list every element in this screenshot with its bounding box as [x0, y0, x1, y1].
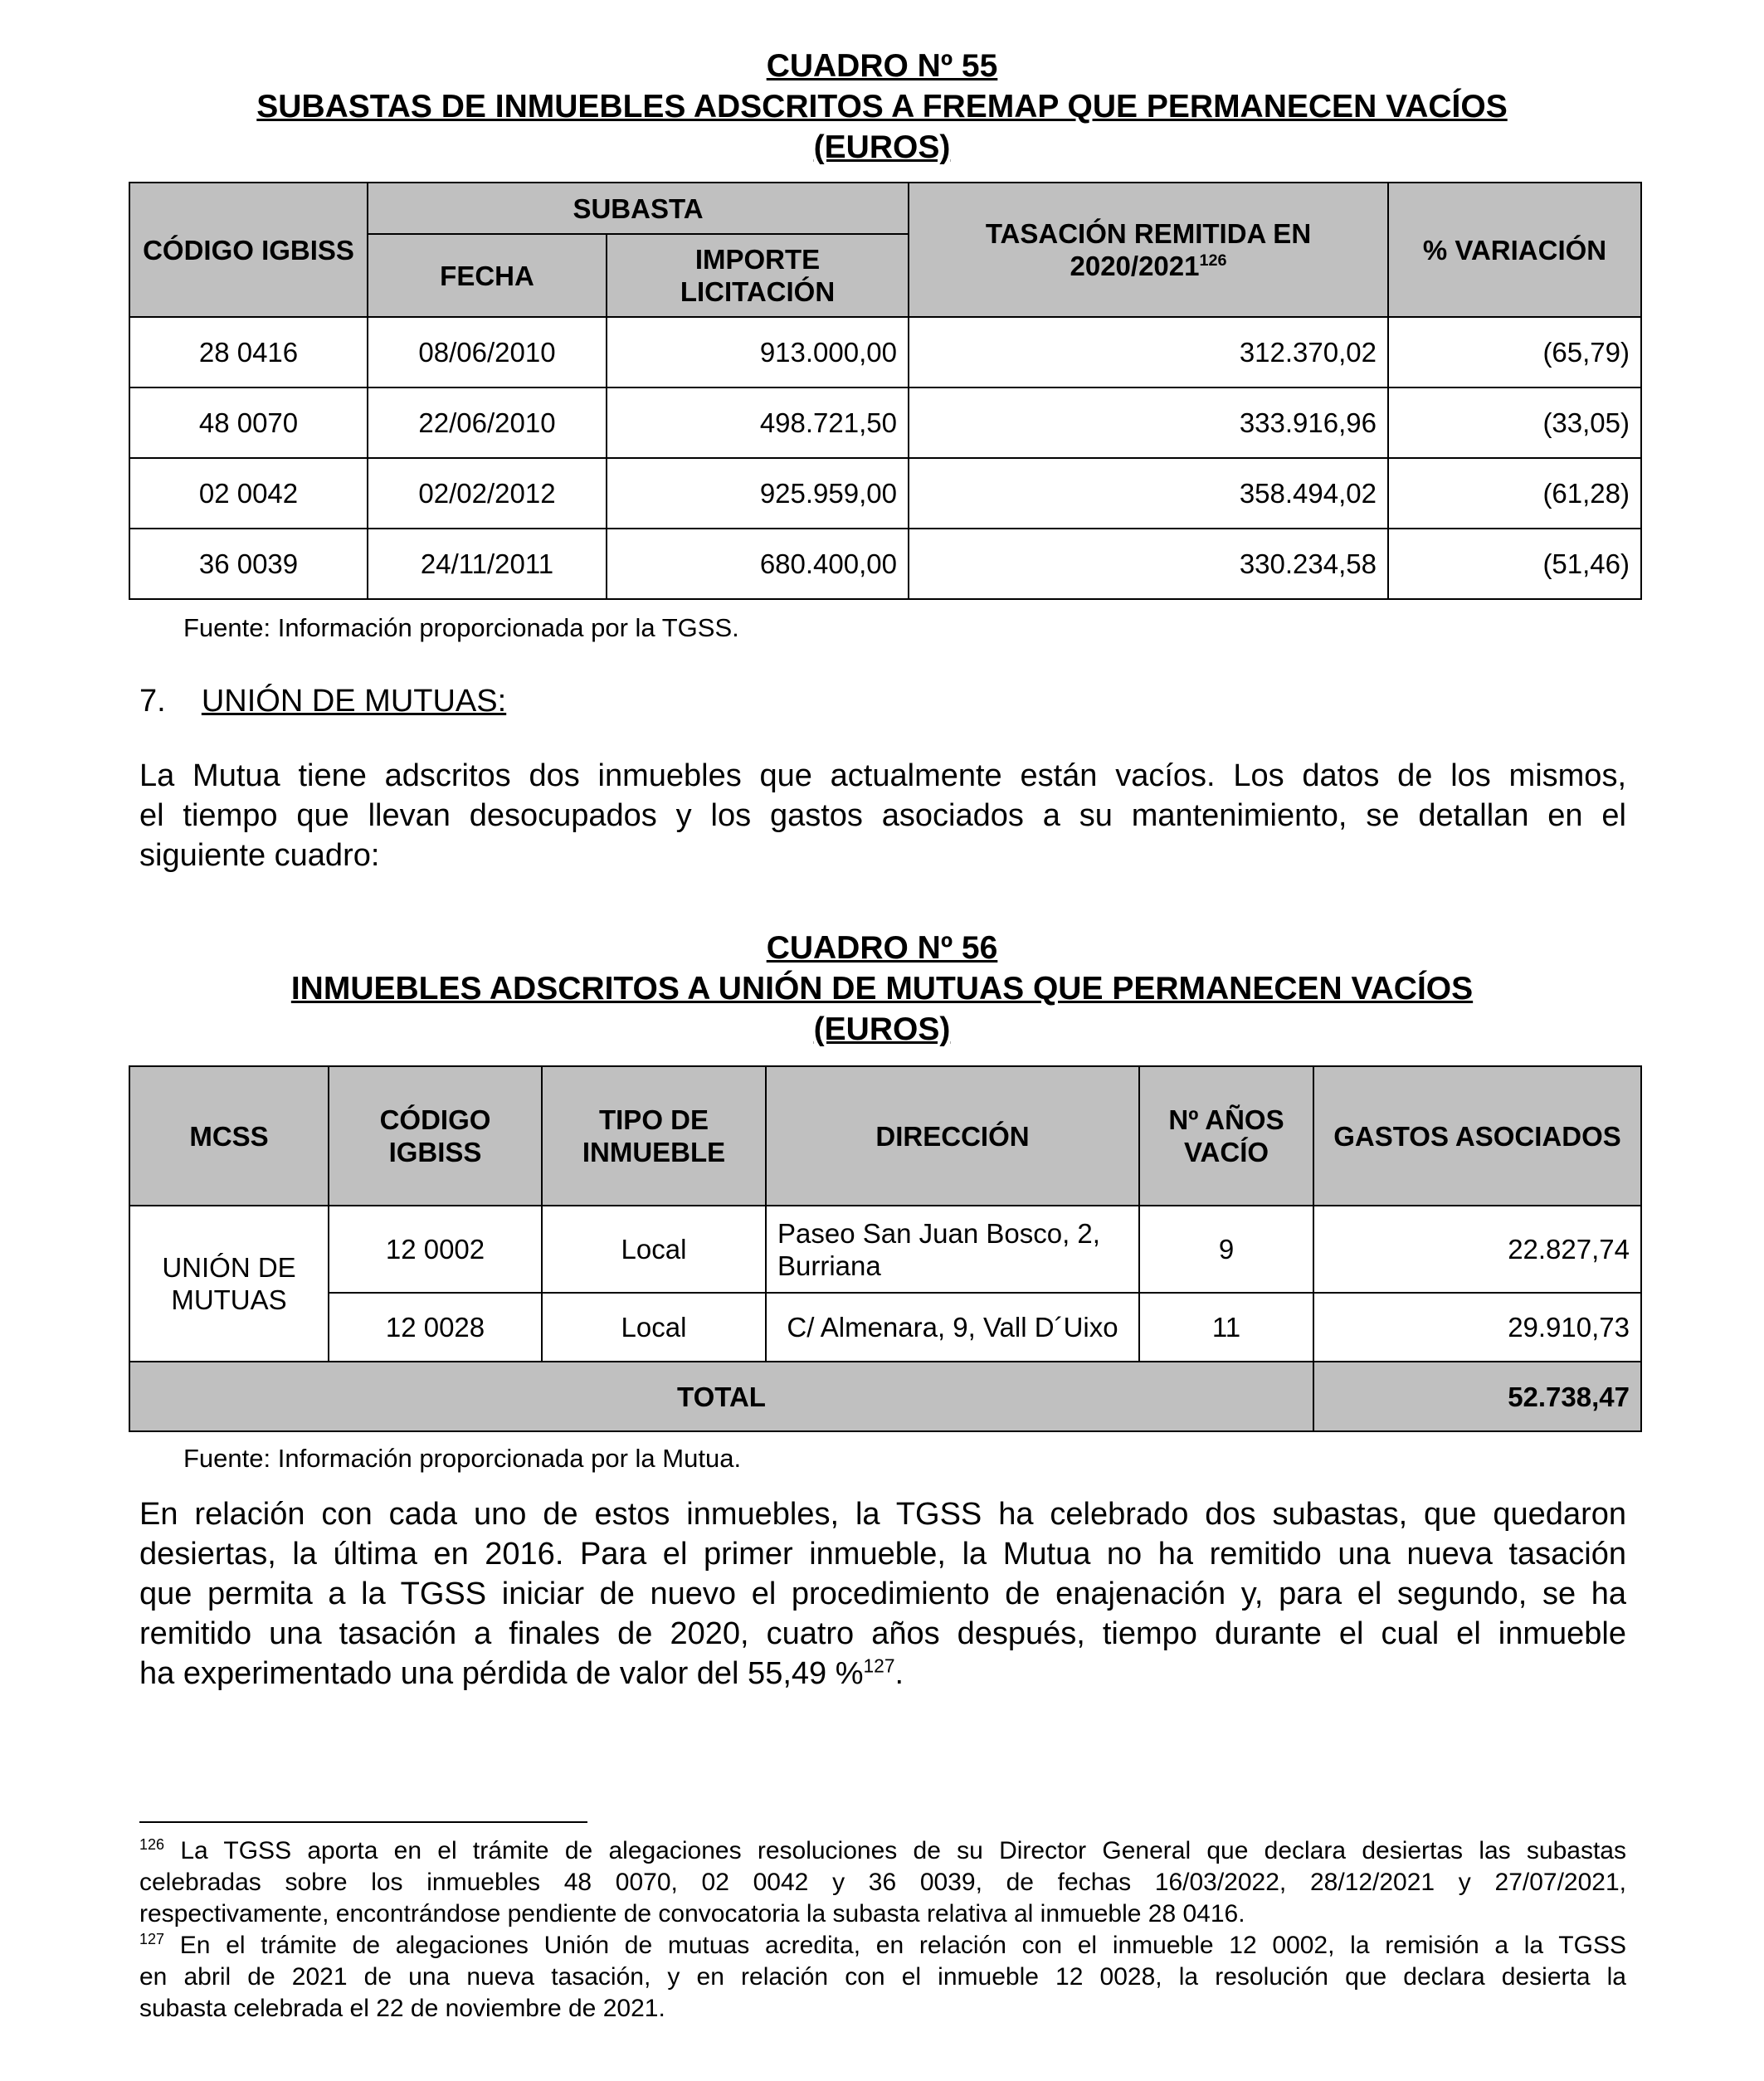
paragraph-end: .	[894, 1656, 904, 1691]
cell-tipo: Local	[542, 1206, 766, 1293]
paragraph-line: En relación con cada uno de estos inmuebles, la TGSS ha celebrado dos subastas, que quedaron	[139, 1497, 1626, 1532]
cell-codigo: 02 0042	[129, 458, 368, 529]
cell-importe: 680.400,00	[607, 529, 909, 599]
footnote-126	[139, 1835, 1626, 1930]
paragraph-line: el tiempo que llevan desocupados y los gastos asociados a su mantenimiento, se detallan en el	[139, 798, 1626, 833]
header-mcss: MCSS	[129, 1066, 329, 1206]
cell-fecha: 02/02/2012	[368, 458, 607, 529]
footnote-127	[139, 1930, 1626, 2025]
footnote-text: En el trámite de alegaciones Unión de mutuas acredita, en relación con el inmueble 12 0002, la remisión a la TGSS	[179, 1932, 1626, 1959]
cuadro55-title-block	[0, 46, 1764, 168]
footnote-ref-127: 127	[863, 1655, 895, 1677]
footnote-ref-126: 126	[1199, 251, 1227, 270]
table-row	[129, 387, 1641, 458]
paragraph-line: remitido una tasación a finales de 2020, cuatro años después, tiempo durante el cual el inmueble	[139, 1616, 1626, 1651]
section7-heading-text: UNIÓN DE MUTUAS:	[201, 684, 507, 719]
header-direccion: DIRECCIÓN	[766, 1066, 1139, 1206]
closing-paragraph	[139, 1494, 1626, 1694]
total-label: TOTAL	[129, 1362, 1313, 1431]
paragraph-last-line	[139, 1654, 1626, 1694]
paragraph-line: que permita a la TGSS iniciar de nuevo el procedimiento de enajenación y, para el segundo, se ha	[139, 1577, 1626, 1611]
cell-fecha: 08/06/2010	[368, 317, 607, 387]
cuadro56-title: INMUEBLES ADSCRITOS A UNIÓN DE MUTUAS QUE PERMANECEN VACÍOS	[290, 971, 1474, 1006]
paragraph-line: siguiente cuadro:	[139, 838, 380, 873]
paragraph-line-text: ha experimentado una pérdida de valor del 55,49 %	[139, 1656, 864, 1691]
section7-paragraph	[139, 756, 1626, 875]
paragraph-line: La Mutua tiene adscritos dos inmuebles que actualmente están vacíos. Los datos de los mismos,	[139, 758, 1626, 793]
cell-anos: 11	[1139, 1293, 1313, 1362]
total-value: 52.738,47	[1313, 1362, 1641, 1431]
cell-tipo: Local	[542, 1293, 766, 1362]
cell-gastos: 29.910,73	[1313, 1293, 1641, 1362]
footnote-number: 126	[139, 1836, 165, 1853]
header-codigo: CÓDIGO IGBISS	[329, 1066, 542, 1206]
cell-direccion: C/ Almenara, 9, Vall D´Uixo	[766, 1293, 1139, 1362]
header-tipo: TIPO DE INMUEBLE	[542, 1066, 766, 1206]
header-subasta: SUBASTA	[368, 183, 909, 234]
cell-tasacion: 330.234,58	[909, 529, 1388, 599]
footnote-separator	[139, 1821, 587, 1823]
cell-variacion: (33,05)	[1388, 387, 1641, 458]
cell-anos: 9	[1139, 1206, 1313, 1293]
footnote-line: celebradas sobre los inmuebles 48 0070, 02 0042 y 36 0039, de fechas 16/03/2022, 28/12/2021 y 27/07/2021,	[139, 1869, 1626, 1896]
table-row	[129, 317, 1641, 387]
total-row	[129, 1362, 1641, 1431]
cell-tasacion: 333.916,96	[909, 387, 1388, 458]
footnote-line: en abril de 2021 de una nueva tasación, y en relación con el inmueble 12 0028, la resolución que declara desierta la	[139, 1963, 1626, 1991]
cuadro56-table	[129, 1065, 1642, 1432]
header-codigo: CÓDIGO IGBISS	[129, 183, 368, 317]
cuadro55-title: SUBASTAS DE INMUEBLES ADSCRITOS A FREMAP QUE PERMANECEN VACÍOS	[256, 89, 1508, 124]
cell-direccion: Paseo San Juan Bosco, 2, Burriana	[766, 1206, 1139, 1293]
table-row	[129, 1293, 1641, 1362]
cell-fecha: 24/11/2011	[368, 529, 607, 599]
cuadro56-source: Fuente: Información proporcionada por la Mutua.	[183, 1444, 742, 1473]
footnote-line: subasta celebrada el 22 de noviembre de 2021.	[139, 1995, 665, 2022]
footnote-text: La TGSS aporta en el trámite de alegaciones resoluciones de su Director General que declara desiertas las subastas	[180, 1837, 1626, 1864]
cell-variacion: (51,46)	[1388, 529, 1641, 599]
section7-number: 7.	[139, 684, 166, 719]
cuadro55-number: CUADRO Nº 55	[766, 48, 998, 84]
cell-variacion: (61,28)	[1388, 458, 1641, 529]
table-row	[129, 1206, 1641, 1293]
footnote-line: respectivamente, encontrándose pendiente de convocatoria la subasta relativa al inmueble 28 0416.	[139, 1900, 1245, 1927]
header-anos: Nº AÑOS VACÍO	[1139, 1066, 1313, 1206]
cell-codigo: 28 0416	[129, 317, 368, 387]
header-gastos: GASTOS ASOCIADOS	[1313, 1066, 1641, 1206]
cuadro56-number: CUADRO Nº 56	[766, 930, 998, 966]
cell-tasacion: 358.494,02	[909, 458, 1388, 529]
table-row	[129, 529, 1641, 599]
cuadro55-source: Fuente: Información proporcionada por la TGSS.	[183, 613, 739, 642]
cuadro55-table	[129, 182, 1642, 600]
footnote-number: 127	[139, 1931, 165, 1947]
cuadro56-title-block	[0, 928, 1764, 1050]
header-tasacion-text: TASACIÓN REMITIDA EN 2020/2021	[985, 218, 1312, 281]
cell-tasacion: 312.370,02	[909, 317, 1388, 387]
header-tasacion	[909, 183, 1388, 317]
cell-codigo: 36 0039	[129, 529, 368, 599]
footnote-line	[139, 1835, 1626, 1867]
table-row	[129, 458, 1641, 529]
header-variacion: % VARIACIÓN	[1388, 183, 1641, 317]
header-importe: IMPORTE LICITACIÓN	[607, 234, 909, 317]
header-fecha: FECHA	[368, 234, 607, 317]
cell-importe: 913.000,00	[607, 317, 909, 387]
cell-mcss: UNIÓN DE MUTUAS	[129, 1206, 329, 1362]
cell-variacion: (65,79)	[1388, 317, 1641, 387]
cell-importe: 925.959,00	[607, 458, 909, 529]
footnote-line	[139, 1930, 1626, 1962]
cell-codigo: 48 0070	[129, 387, 368, 458]
cuadro56-unit: (EUROS)	[813, 1011, 951, 1047]
cell-fecha: 22/06/2010	[368, 387, 607, 458]
cell-importe: 498.721,50	[607, 387, 909, 458]
cell-codigo: 12 0028	[329, 1293, 542, 1362]
paragraph-line: desiertas, la última en 2016. Para el primer inmueble, la Mutua no ha remitido una nueva tasación	[139, 1537, 1626, 1572]
section7-heading	[139, 681, 506, 721]
cell-gastos: 22.827,74	[1313, 1206, 1641, 1293]
cell-codigo: 12 0002	[329, 1206, 542, 1293]
cuadro55-unit: (EUROS)	[813, 129, 951, 165]
